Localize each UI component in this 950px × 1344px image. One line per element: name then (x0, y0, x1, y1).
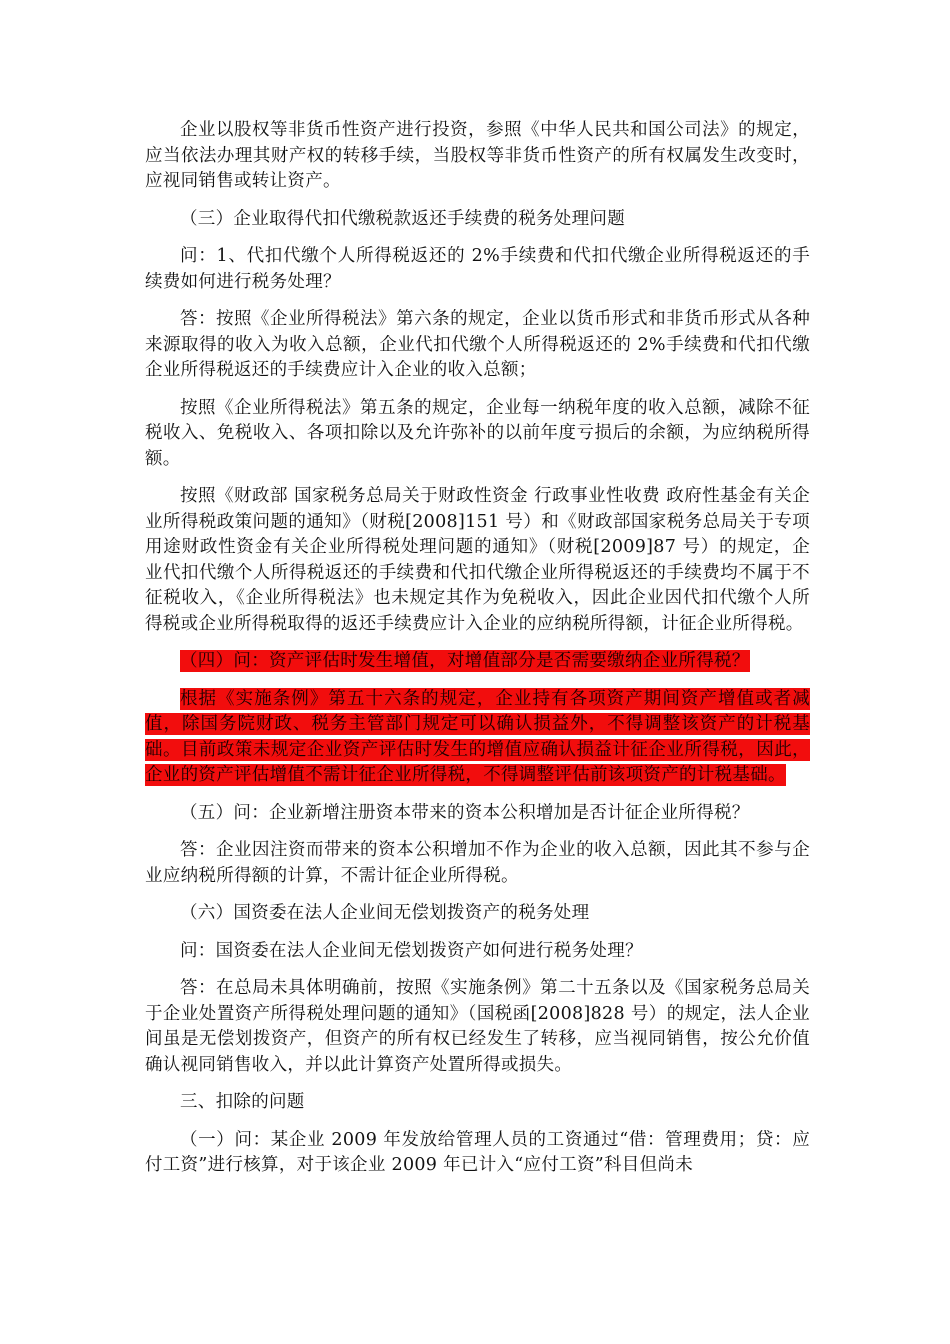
question-wages: （一）问：某企业 2009 年发放给管理人员的工资通过“借：管理费用；贷：应付工资”进行核算，对于该企业 2009 年已计入“应付工资”科目但尚未 (145, 1129, 810, 1175)
question-asset-transfer: 问：国资委在法人企业间无偿划拨资产如何进行税务处理？ (180, 940, 643, 961)
answer-asset-transfer: 答：在总局未具体明确前，按照《实施条例》第二十五条以及《国家税务总局关于企业处置资产所得税处理问题的通知》（国税函[2008]828 号）的规定，法人企业间虽是无偿划拨资产，但资产的所有权已经发生了转移，应当视同销售，按公允价值确认视同销售收入，并以此计算资产处置所得或损失。 (145, 978, 810, 1075)
section-heading-6: （六）国资委在法人企业间无偿划拨资产的税务处理 (180, 903, 590, 923)
paragraph-notice-reference: 按照《财政部 国家税务总局关于财政性资金 行政事业性收费 政府性基金有关企业所得税政策问题的通知》（财税[2008]151 号）和《财政部国家税务总局关于专项用途财政性资金有关企业所得税处理问题的通知》（财税[2009]87 号）的规定，企业代扣代缴个人所得税返还的手续费和代扣代缴企业所得税返还的手续费均不属于不征税收入，《企业所得税法》也未规定其作为免税收入，因此企业因代扣代缴个人所得税或企业所得税取得的返还手续费应计入企业的应纳税所得额，计征企业所得税。 (145, 486, 810, 634)
question-capital-reserve: （五）问：企业新增注册资本带来的资本公积增加是否计征企业所得税？ (180, 802, 750, 823)
paragraph-equity-investment: 企业以股权等非货币性资产进行投资，参照《中华人民共和国公司法》的规定，应当依法办理其财产权的转移手续，当股权等非货币性资产的所有权属发生改变时，应视同销售或转让资产。 (145, 120, 810, 191)
answer-capital-reserve: 答：企业因注资而带来的资本公积增加不作为企业的收入总额，因此其不参与企业应纳税所得额的计算，不需计征企业所得税。 (145, 840, 810, 886)
section-heading-3: （三）企业取得代扣代缴税款返还手续费的税务处理问题 (180, 208, 625, 229)
paragraph-article-5: 按照《企业所得税法》第五条的规定，企业每一纳税年度的收入总额，减除不征税收入、免税收入、各项扣除以及允许弥补的以前年度亏损后的余额，为应纳税所得额。 (145, 397, 810, 469)
highlighted-answer-text: 根据《实施条例》第五十六条的规定，企业持有各项资产期间资产增值或者减值，除国务院财政、税务主管部门规定可以确认损益外，不得调整该资产的计税基础。目前政策未规定企业资产评估时发生的增值应确认损益计征企业所得税，因此，企业的资产评估增值不需计征企业所得税，不得调整评估前该项资产的计税基础。 (145, 688, 810, 785)
answer-handling-fee: 答：按照《企业所得税法》第六条的规定，企业以货币形式和非货币形式从各种来源取得的收入为收入总额，企业代扣代缴个人所得税返还的 2%手续费和代扣代缴企业所得税返还的手续费应计入企业的收入总额； (145, 309, 810, 380)
document-page (145, 118, 810, 1191)
question-handling-fee: 问：1、代扣代缴个人所得税返还的 2%手续费和代扣代缴企业所得税返还的手续费如何进行税务处理？ (145, 246, 810, 292)
highlighted-question (145, 649, 810, 675)
chapter-heading-deductions: 三、扣除的问题 (180, 1092, 305, 1112)
highlighted-answer (145, 687, 810, 789)
highlighted-question-text: （四）问：资产评估时发生增值，对增值部分是否需要缴纳企业所得税？ (180, 651, 750, 671)
